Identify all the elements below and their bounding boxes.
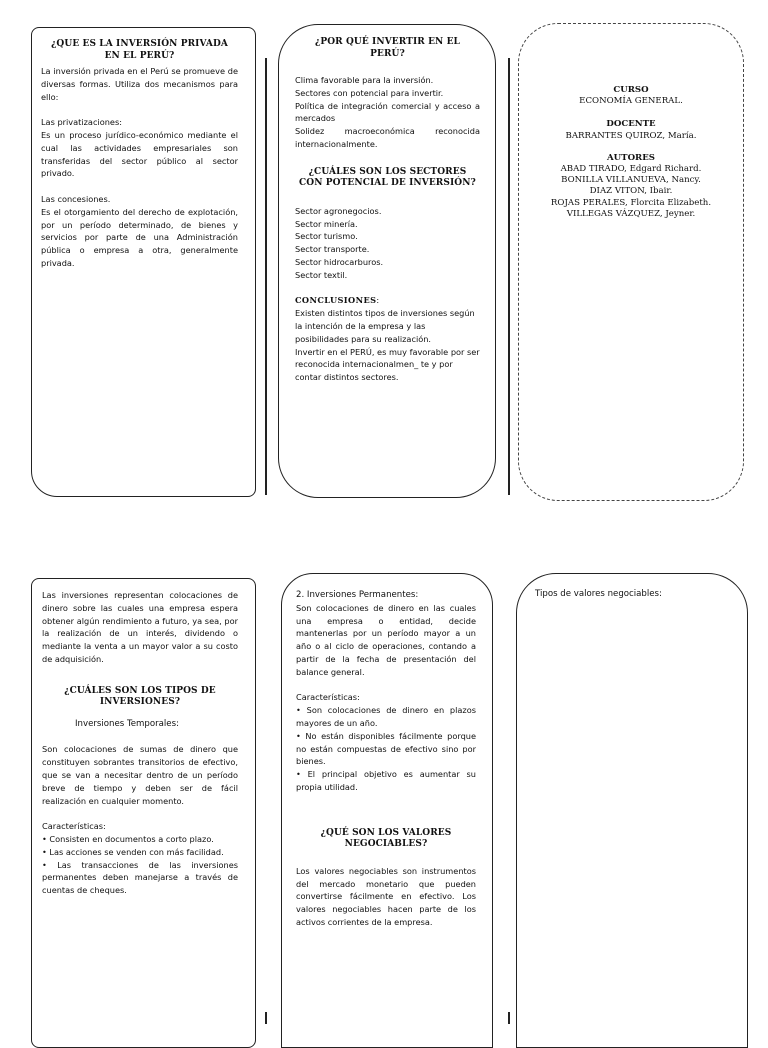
author-name: ABAD TIRADO, Edgard Richard. (560, 164, 702, 175)
sector-item: Sector turismo. (295, 231, 358, 242)
cover-content (528, 85, 734, 220)
concessions-title: Las concesiones. (41, 193, 111, 204)
temporary-investments-text: Son colocaciones de sumas de dinero que constituyen sobrantes transitorios de efectivo, que se van a necesitar dentro de un período breve de tiempo y deben ser de fácil realización en cualquier momento. (42, 744, 238, 806)
characteristic-item: • No están disponibles fácilmente porque no están compuestas de efectivo sino por bienes. (296, 730, 476, 767)
panel6-content (535, 588, 735, 601)
fold-line (508, 1012, 510, 1024)
characteristic-item: • Las transacciones de las inversiones permanentes deben manejarse a través de cuentas de cheques. (42, 859, 238, 896)
panel-negotiable-values-types (516, 573, 748, 1048)
sector-item: Sector agronegocios. (295, 205, 382, 216)
author-name: ROJAS PERALES, Florcita Elizabeth. (550, 197, 712, 208)
teacher-name: BARRANTES QUIROZ, María. (565, 130, 697, 141)
sector-item: Sector minería. (295, 218, 358, 229)
privatizations-text: Es un proceso jurídico-económico mediante el cual las actividades empresariales son transferidas del sector público al sector privado. (41, 129, 238, 179)
conclusions-text-2: Invertir en el PERÚ, es muy favorable por ser reconocida internacionalmen_ te y por contar distintos sectores. (295, 346, 480, 383)
investment-types-heading: ¿CUÁLES SON LOS TIPOS DE INVERSIONES? (64, 685, 216, 708)
reason-item: Clima favorable para la inversión. (295, 75, 434, 85)
characteristic-item: • Consisten en documentos a corto plazo. (42, 833, 214, 844)
panel1-heading: ¿QUE ES LA INVERSIÓN PRIVADA EN EL PERÚ? (51, 39, 228, 61)
privatizations-title: Las privatizaciones: (41, 117, 122, 128)
negotiable-values-types-title: Tipos de valores negociables: (535, 589, 662, 599)
fold-line (265, 1012, 267, 1024)
negotiable-values-heading: ¿QUÉ SON LOS VALORES NEGOCIABLES? (320, 827, 452, 850)
course-label: CURSO (613, 85, 649, 95)
conclusions-text-1: Existen distintos tipos de inversiones según la intención de la empresa y las posibilidades para su realización. (295, 308, 475, 344)
reason-item: Sectores con potencial para invertir. (295, 87, 444, 98)
conclusions-label: CONCLUSIONES (295, 295, 377, 306)
sector-item: Sector textil. (295, 269, 348, 280)
characteristics-title: Características: (296, 692, 360, 703)
author-name: DIAZ VITON, Ibair. (589, 186, 673, 197)
author-name: BONILLA VILLANUEVA, Nancy. (561, 175, 701, 186)
characteristics-title: Características: (42, 821, 106, 832)
authors-label: AUTORES (607, 152, 655, 163)
fold-line (508, 58, 510, 495)
characteristic-item: • Son colocaciones de dinero en plazos mayores de un año. (296, 705, 476, 728)
conclusions-title (295, 294, 480, 307)
fold-line (265, 58, 267, 495)
characteristic-item: • Las acciones se venden con más facilidad. (42, 846, 224, 857)
sector-item: Sector hidrocarburos. (295, 256, 384, 267)
sectors-heading: ¿CUÁLES SON LOS SECTORES CON POTENCIAL DE INVERSIÓN? (299, 166, 476, 189)
concessions-text: Es el otorgamiento del derecho de explotación, por un período determinado, de bienes y servicios por parte de una Administración pública o empresa a otra, generalmente privada. (41, 206, 238, 268)
panel2-heading: ¿POR QUÉ INVERTIR EN EL PERÚ? (314, 37, 460, 59)
reason-item: Política de integración comercial y acceso a mercados (295, 100, 480, 124)
permanent-investments-title: 2. Inversiones Permanentes: (296, 590, 419, 600)
investments-intro: Las inversiones representan colocaciones de dinero sobre las cuales una empresa espera obtener algún rendimiento a futuro, ya sea, por la realización de un interés, dividendo o mediante la venta a un mayor valor a su costo de adquisición. (42, 590, 238, 664)
panel5-content (296, 589, 476, 929)
sector-item: Sector transporte. (295, 244, 370, 255)
panel4-content (42, 589, 238, 897)
panel1-intro: La inversión privada en el Perú se promueve de diversas formas. Utiliza dos mecanismos para ello: (41, 66, 238, 102)
characteristic-item: • El principal objetivo es aumentar su propia utilidad. (296, 769, 476, 792)
teacher-label: DOCENTE (606, 119, 656, 130)
reason-item: Solidez macroeconómica reconocida internacionalmente. (295, 126, 480, 149)
permanent-investments-text: Son colocaciones de dinero en las cuales una empresa o entidad, decide mantenerlas por un período mayor a un año o al ciclo de operaciones, contando a partir de la fecha de presentación del balance general. (296, 602, 476, 677)
negotiable-values-text: Los valores negociables son instrumentos del mercado monetario que pueden convertirse fácilmente en efectivo. Los valores negociables hacen parte de los activos corrientes de la empresa. (296, 865, 476, 927)
conclusions-colon: : (376, 295, 380, 306)
course-name: ECONOMÍA GENERAL. (579, 96, 683, 107)
panel2-content (295, 37, 480, 384)
temporary-investments-title: Inversiones Temporales: (75, 718, 179, 729)
panel1-content (41, 39, 238, 270)
author-name: VILLEGAS VÁZQUEZ, Jeyner. (566, 208, 696, 219)
